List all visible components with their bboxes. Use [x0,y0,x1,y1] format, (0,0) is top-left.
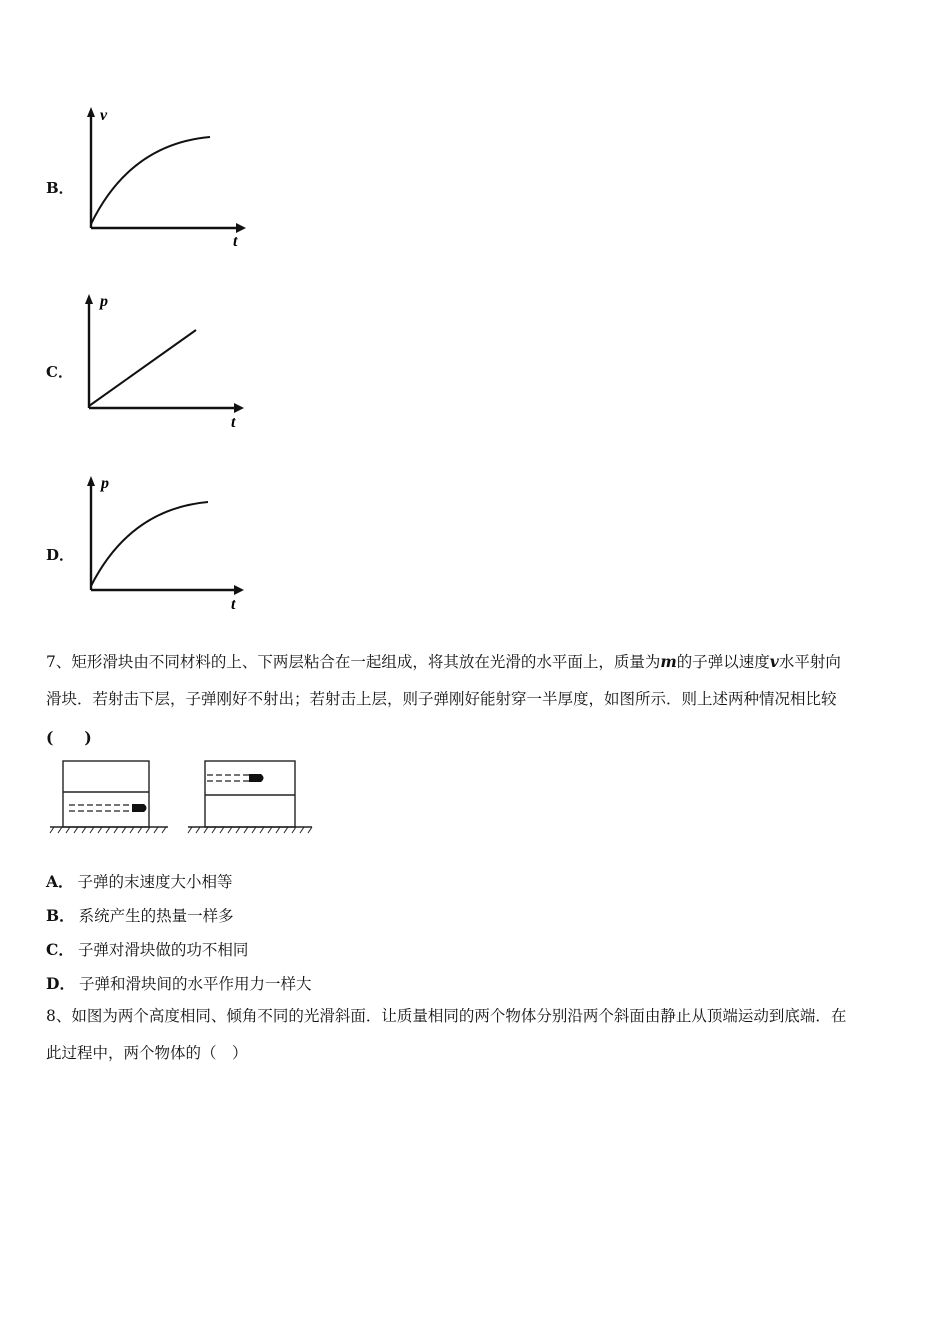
choice-text: 子弹和滑块间的水平作用力一样大 [78,975,312,993]
x-axis-label: t [231,596,236,613]
bullet-icon [132,804,147,812]
q7-mass-symbol: m [660,652,677,671]
q7-line-2: 滑块．若射击下层，子弹刚好不射出；若射击上层，则子弹刚好能射穿一半厚度，如图所示．则上述两种情况相比较 [46,690,837,708]
y-axis-arrow [87,107,95,117]
option-d-graph [78,469,250,614]
curve [91,502,208,586]
choice-text: 子弹的末速度大小相等 [77,873,233,891]
q7-choice-a[interactable] [46,870,233,892]
block-left [63,761,149,827]
q7-figure [46,755,316,840]
curve [91,137,210,224]
option-b-label: B． [46,179,74,197]
block-right [205,761,295,827]
q7-line-1 [46,652,841,672]
y-axis-label: p [100,293,108,310]
q7-text-a: 7、矩形滑块由不同材料的上、下两层粘合在一起组成，将其放在光滑的水平面上，质量为 [46,653,661,671]
q7-choice-d[interactable] [46,972,311,994]
x-axis-label: t [231,414,236,431]
ground-hatch [50,827,166,833]
option-d-label: D． [46,546,75,564]
ground-hatch [188,827,312,833]
x-axis-arrow [234,585,244,595]
option-c-graph [78,287,250,432]
y-axis-label: p [101,475,109,492]
choice-key: B． [46,906,75,925]
q7-choice-b[interactable] [46,904,234,926]
y-axis-arrow [87,476,95,486]
choice-key: D． [46,974,75,993]
y-axis-label: v [100,107,108,124]
q7-text-c: 水平射向 [778,653,841,671]
choice-key: C． [46,940,74,959]
choice-text: 系统产生的热量一样多 [78,907,234,925]
option-c-label: C． [46,363,73,381]
q7-velocity-symbol: v [769,652,779,671]
q8-line-2: 此过程中，两个物体的（ ） [46,1044,248,1062]
q7-answer-bracket: ( ) [46,728,92,747]
q7-text-b: 的子弹以速度 [676,653,770,671]
bullet-icon [249,774,264,782]
x-axis-arrow [234,403,244,413]
y-axis-arrow [85,294,93,304]
choice-key: A． [46,872,74,891]
line [89,330,196,406]
x-axis-arrow [236,223,246,233]
x-axis-label: t [233,233,238,249]
option-b-graph [80,104,250,249]
q8-line-1: 8、如图为两个高度相同、倾角不同的光滑斜面．让质量相同的两个物体分别沿两个斜面由静止从顶端运动到底端．在 [46,1007,847,1025]
q7-choice-c[interactable] [46,938,248,960]
choice-text: 子弹对滑块做的功不相同 [77,941,249,959]
